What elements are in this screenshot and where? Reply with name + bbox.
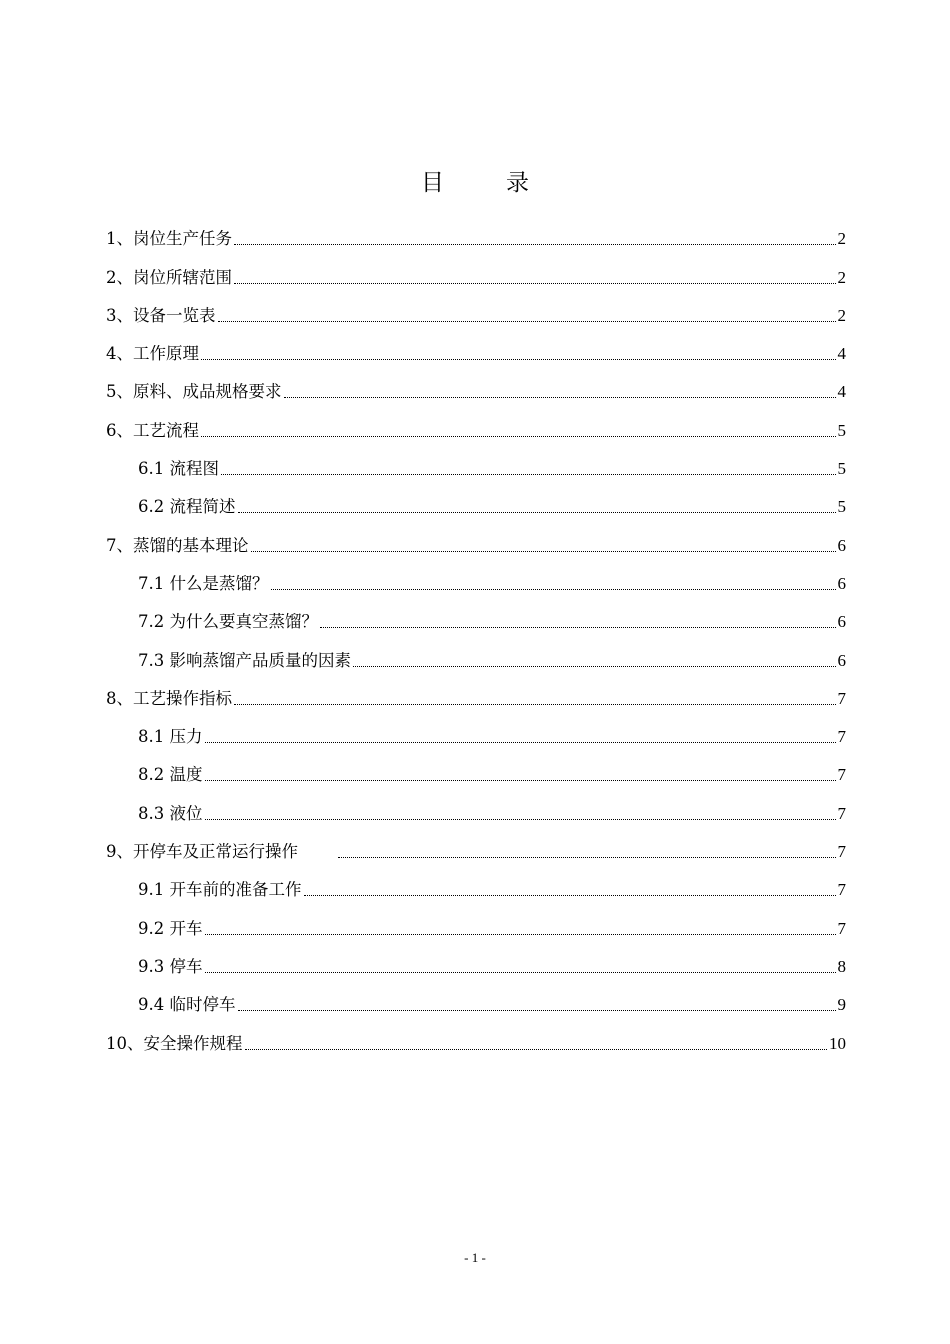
toc-leader-dots: [234, 703, 836, 705]
toc-entry-page: 5: [837, 459, 846, 479]
toc-subentry[interactable]: [106, 901, 846, 939]
toc-entry-label: 4、工作原理: [106, 344, 199, 364]
toc-entry[interactable]: [106, 825, 846, 863]
toc-entry-label: 9.3 停车: [138, 956, 203, 976]
toc-entry-page: 6: [837, 650, 846, 670]
toc-leader-dots: [238, 511, 836, 513]
toc-entry-label: 7.3 影响蒸馏产品质量的因素: [138, 650, 351, 670]
toc-entry-label: 5、原料、成品规格要求: [106, 382, 282, 402]
toc-entry-label: 7.2 为什么要真空蒸馏？: [138, 612, 318, 632]
toc-entry-page: 7: [837, 765, 846, 785]
toc-leader-dots: [338, 856, 836, 858]
page-title: 目录: [421, 170, 591, 196]
toc-leader-dots: [201, 435, 836, 437]
toc-leader-dots: [320, 626, 836, 628]
toc-subentry[interactable]: [106, 442, 846, 480]
toc-entry[interactable]: [106, 672, 846, 710]
toc-entry-page: 2: [837, 229, 846, 249]
toc-leader-dots: [201, 358, 836, 360]
toc-entry[interactable]: [106, 518, 846, 556]
toc-entry-page: 2: [837, 267, 846, 287]
toc-entry-page: 7: [837, 727, 846, 747]
toc-entry-page: 6: [837, 573, 846, 593]
toc-leader-dots: [205, 933, 836, 935]
toc-entry-label: 6.2 流程简述: [138, 497, 236, 517]
toc-entry-page: 5: [837, 497, 846, 517]
toc-subentry[interactable]: [106, 940, 846, 978]
toc-entry-page: 8: [837, 956, 846, 976]
toc-leader-dots: [234, 243, 836, 245]
toc-entry-label: 9.2 开车: [138, 918, 203, 938]
toc-subentry[interactable]: [106, 863, 846, 901]
toc-entry-page: 7: [837, 803, 846, 823]
toc-leader-dots: [221, 473, 836, 475]
toc-entry[interactable]: [106, 365, 846, 403]
toc-leader-dots: [205, 971, 836, 973]
toc-entry-label: 6、工艺流程: [106, 420, 199, 440]
toc-entry[interactable]: [106, 327, 846, 365]
toc-entry-label: 9.1 开车前的准备工作: [138, 880, 302, 900]
toc-entry-page: 4: [837, 344, 846, 364]
toc-leader-dots: [205, 741, 836, 743]
toc-entry-page: 7: [837, 918, 846, 938]
toc-entry-label: 8.2 温度: [138, 765, 203, 785]
toc-subentry[interactable]: [106, 978, 846, 1016]
toc-entry[interactable]: [106, 250, 846, 288]
toc-entry[interactable]: [106, 289, 846, 327]
toc-leader-dots: [238, 1009, 836, 1011]
toc-entry-label: 7、蒸馏的基本理论: [106, 535, 249, 555]
table-of-contents: [106, 212, 846, 1055]
toc-leader-dots: [304, 894, 836, 896]
toc-entry-label: 7.1 什么是蒸馏？: [138, 573, 269, 593]
toc-subentry[interactable]: [106, 633, 846, 671]
toc-leader-dots: [205, 818, 836, 820]
toc-entry-page: 6: [837, 535, 846, 555]
toc-leader-dots: [205, 779, 836, 781]
toc-leader-dots: [284, 396, 836, 398]
toc-entry-label: 2、岗位所辖范围: [106, 267, 232, 287]
toc-subentry[interactable]: [106, 786, 846, 824]
toc-entry-page: 6: [837, 612, 846, 632]
toc-entry-label: 8.1 压力: [138, 727, 203, 747]
toc-entry-page: 10: [829, 1033, 846, 1053]
toc-leader-dots: [353, 665, 836, 667]
toc-subentry[interactable]: [106, 480, 846, 518]
toc-entry-label: 8.3 液位: [138, 803, 203, 823]
toc-entry[interactable]: [106, 403, 846, 441]
toc-entry-label: 10、安全操作规程: [106, 1033, 243, 1053]
toc-entry-label: 8、工艺操作指标: [106, 688, 232, 708]
toc-entry-page: 9: [837, 995, 846, 1015]
toc-leader-dots: [251, 550, 836, 552]
toc-leader-dots: [245, 1048, 828, 1050]
page-number: - 1 -: [464, 1250, 486, 1265]
toc-leader-dots: [218, 320, 836, 322]
toc-entry-label: 9、开停车及正常运行操作: [106, 842, 298, 862]
toc-entry[interactable]: [106, 1016, 846, 1054]
toc-subentry[interactable]: [106, 710, 846, 748]
toc-subentry[interactable]: [106, 595, 846, 633]
toc-entry-label: 6.1 流程图: [138, 459, 219, 479]
toc-entry-label: 9.4 临时停车: [138, 995, 236, 1015]
toc-entry-label: 1、岗位生产任务: [106, 229, 232, 249]
toc-entry-page: 7: [837, 880, 846, 900]
toc-entry[interactable]: [106, 212, 846, 250]
toc-entry-page: 7: [837, 842, 846, 862]
toc-entry-page: 4: [837, 382, 846, 402]
toc-entry-page: 7: [837, 688, 846, 708]
toc-leader-dots: [234, 282, 836, 284]
toc-subentry[interactable]: [106, 748, 846, 786]
toc-entry-page: 5: [837, 420, 846, 440]
toc-entry-label: 3、设备一览表: [106, 305, 216, 325]
toc-leader-dots: [271, 588, 836, 590]
toc-subentry[interactable]: [106, 557, 846, 595]
toc-entry-page: 2: [837, 305, 846, 325]
